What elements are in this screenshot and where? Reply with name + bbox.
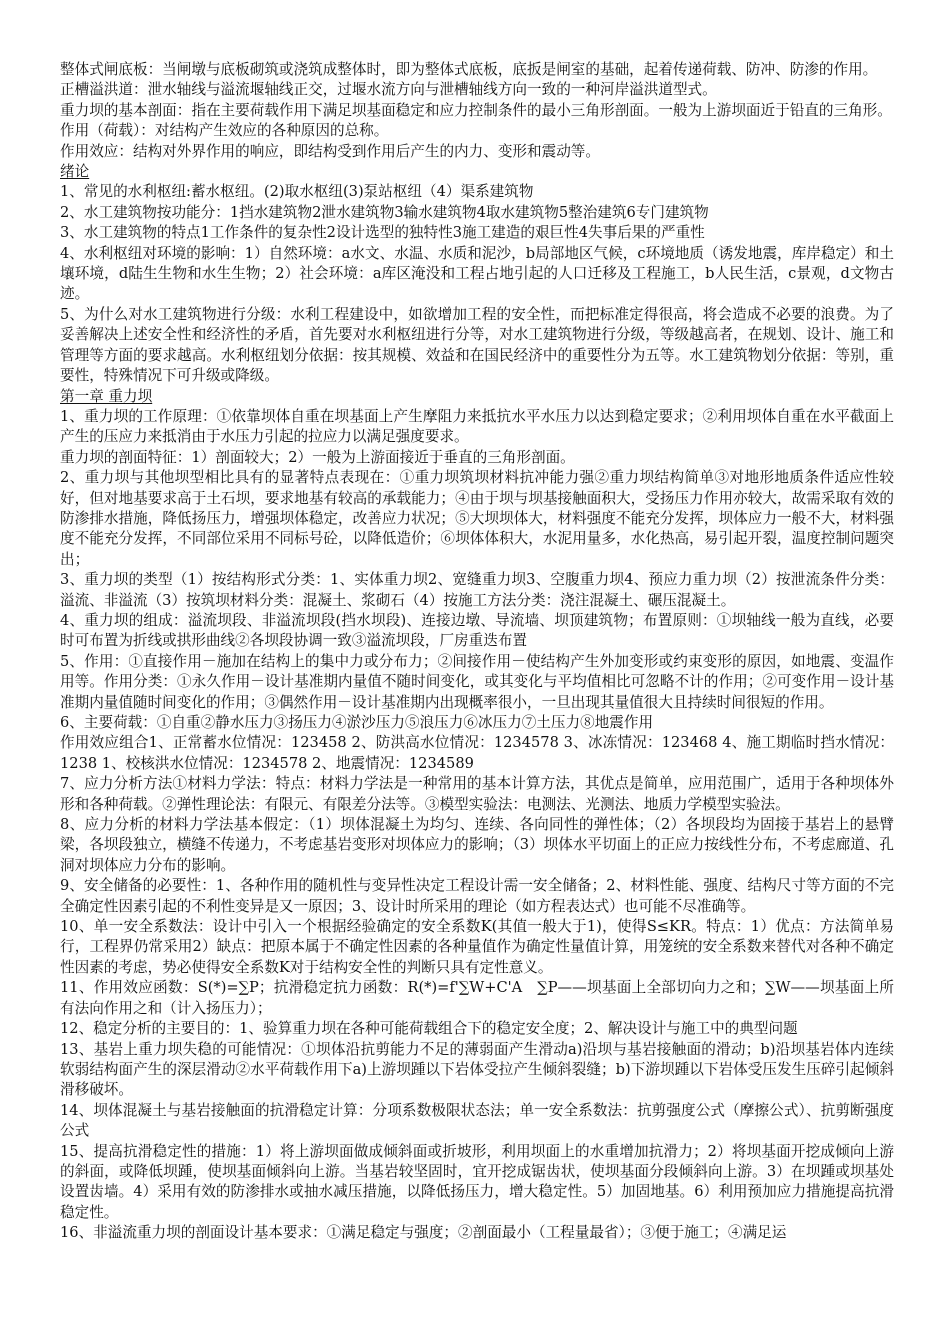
intro-item: 5、为什么对水工建筑物进行分级：水利工程建设中，如欲增加工程的安全性，而把标准定得很高，将会造成不必要的浪费。为了妥善解决上述安全性和经济性的矛盾，首先要对水利枢纽进行分等，对水工建筑物进行分级，等级越高者，在规划、设计、施工和管理等方面的要求越高。水利枢纽划分依据：按其规模、效益和在国民经济中的重要性分为五等。水工建筑物划分依据：等别，重要性，特殊情况下可升级或降级。 <box>60 305 894 385</box>
chapter1-item: 3、重力坝的类型（1）按结构形式分类：1、实体重力坝2、宽缝重力坝3、空腹重力坝4、预应力重力坝（2）按泄流条件分类：溢流、非溢流（3）按筑坝材料分类：混凝土、浆砌石（4）按施工方法分类：浇注混凝土、碾压混凝土。 <box>60 571 894 609</box>
document-page <box>60 60 894 1244</box>
chapter1-item: 7、应力分析方法①材料力学法：特点：材料力学法是一种常用的基本计算方法，其优点是简单，应用范围广，适用于各种坝体外形和各种荷载。②弹性理论法：有限元、有限差分法等。③模型实验法：电测法、光测法、地质力学模型实验法。 <box>60 775 894 813</box>
chapter1-item: 15、提高抗滑稳定性的措施：1）将上游坝面做成倾斜面或折坡形，利用坝面上的水重增加抗滑力；2）将坝基面开挖成倾向上游的斜面，或降低坝踵，使坝基面倾斜向上游。当基岩较坚固时，宜开挖成锯齿状，使坝基面分段倾斜向上游。3）在坝踵或坝基处设置齿墙。4）采用有效的防渗排水或抽水减压措施，以降低扬压力，增大稳定性。5）加固地基。6）利用预加应力措施提高抗滑稳定性。 <box>60 1142 894 1221</box>
intro-item: 4、水利枢纽对环境的影响：1）自然环境：a水文、水温、水质和泥沙，b局部地区气候，c环境地质（诱发地震，库岸稳定）和土壤环境，d陆生生物和水生生物；2）社会环境：a库区淹没和工程占地引起的人口迁移及工程施工，b人民生活，c景观，d文物古迹。 <box>60 244 894 303</box>
intro-item: 1、常见的水利枢纽:蓄水枢纽。(2)取水枢纽(3)泵站枢纽（4）渠系建筑物 <box>60 183 534 201</box>
chapter1-item: 8、应力分析的材料力学法基本假定：（1）坝体混凝土为均匀、连续、各向同性的弹性体；（2）各坝段均为固接于基岩上的悬臂梁，各坝段独立，横缝不传递力，不考虑基岩变形对坝体应力的影响；（3）坝体水平切面上的正应力按线性分布，不考虑廊道、孔洞对坝体应力分布的影响。 <box>60 816 894 874</box>
definition-paragraph: 整体式闸底板：当闸墩与底板砌筑或浇筑成整体时，即为整体式底板，底扳是闸室的基础，起着传递荷载、防冲、防渗的作用。 <box>60 61 878 78</box>
chapter1-item: 14、坝体混凝土与基岩接触面的抗滑稳定计算：分项系数极限状态法；单一安全系数法：抗剪强度公式（摩擦公式）、抗剪断强度公式 <box>60 1101 894 1140</box>
section-heading-intro: 绪论 <box>60 163 90 181</box>
chapter1-item: 11、作用效应函数：S(*)=∑P；抗滑稳定抗力函数：R(*)=f'∑W+C'A ∑P——坝基面上全部切向力之和；∑W——坝基面上所有法向作用之和（计入扬压力）； <box>60 979 894 1017</box>
definition-paragraph: 正槽溢洪道：泄水轴线与溢流堰轴线正交，过堰水流方向与泄槽轴线方向一致的一种河岸溢洪道型式。 <box>60 81 717 99</box>
chapter1-item: 9、安全储备的必要性：1、各种作用的随机性与变异性决定工程设计需一安全储备；2、材料性能、强度、结构尺寸等方面的不完全确定性因素引起的不利性变异是又一原因；3、设计时所采用的理论（如方程表达式）也可能不尽准确等。 <box>60 877 894 915</box>
chapter1-item: 作用效应组合1、正常蓄水位情况：123458 2、防洪高水位情况：1234578 3、冰冻情况：123468 4、施工期临时挡水情况：1238 1、校核洪水位情况：1234578 2、地震情况：1234589 <box>60 734 894 772</box>
chapter1-item: 1、重力坝的工作原理：①依靠坝体自重在坝基面上产生摩阻力来抵抗水平水压力以达到稳定要求；②利用坝体自重在水平截面上产生的压应力来抵消由于水压力引起的拉应力以满足强度要求。 <box>60 407 894 446</box>
chapter1-item: 5、作用：①直接作用－施加在结构上的集中力或分布力；②间接作用－使结构产生外加变形或约束变形的原因，如地震、变温作用等。作用分类：①永久作用－设计基准期内量值不随时间变化，或其变化与平均值相比可忽略不计的作用；②可变作用－设计基准期内量值随时间变化的作用；③偶然作用－设计基准期内出现概率很小，一旦出现其量值很大且持续时间很短的作用。 <box>60 652 894 711</box>
chapter1-item: 重力坝的剖面特征：1）剖面较大；2）一般为上游面接近于垂直的三角形剖面。 <box>60 448 575 466</box>
definition-paragraph: 作用效应：结构对外界作用的响应，即结构受到作用后产生的内力、变形和震动等。 <box>60 142 600 160</box>
chapter1-item: 16、非溢流重力坝的剖面设计基本要求：①满足稳定与强度；②剖面最小（工程量最省）；③便于施工；④满足运 <box>60 1224 787 1242</box>
definition-paragraph: 作用（荷载）：对结构产生效应的各种原因的总称。 <box>60 122 389 140</box>
chapter1-item: 10、单一安全系数法：设计中引入一个根据经验确定的安全系数K(其值一般大于1)，使得S≤KR。特点：1）优点：方法简单易行，工程界仍常采用2）缺点：把原本属于不确定性因素的各种量值作为确定性量值计算，用笼统的安全系数来替代对各种不确定性因素的考虑，势必使得安全系数K对于结构安全性的判断只具有定性意义。 <box>60 918 894 976</box>
chapter1-item: 2、重力坝与其他坝型相比具有的显著特点表现在：①重力坝筑坝材料抗冲能力强②重力坝结构简单③对地形地质条件适应性较好，但对地基要求高于土石坝，要求地基有较高的承载能力；④由于坝与坝基接触面积大，受扬压力作用亦较大，故需采取有效的防渗排水措施，降低扬压力，增强坝体稳定，改善应力状况；⑤大坝坝体大，材料强度不能充分发挥，坝体应力一般不大，材料强度不能充分发挥，不同部位采用不同标号砼，以降低造价；⑥坝体体积大，水泥用量多，水化热高，易引起开裂，温度控制问题突出； <box>60 469 894 568</box>
definition-paragraph: 重力坝的基本剖面：指在主要荷载作用下满足坝基面稳定和应力控制条件的最小三角形剖面。一般为上游坝面近于铅直的三角形。 <box>60 101 892 119</box>
section-heading-chapter1: 第一章 重力坝 <box>60 387 153 405</box>
chapter1-item: 13、基岩上重力坝失稳的可能情况：①坝体沿抗剪能力不足的薄弱面产生滑动a)沿坝与基岩接触面的滑动；b)沿坝基岩体内连续软弱结构面产生的深层滑动②水平荷载作用下a)上游坝踵以下岩体受拉产生倾斜裂缝；b)下游坝踵以下岩体受压发生压碎引起倾斜滑移破坏。 <box>60 1040 894 1099</box>
intro-item: 3、水工建筑物的特点1工作条件的复杂性2设计选型的独特性3施工建造的艰巨性4失事后果的严重性 <box>60 224 705 242</box>
chapter1-item: 12、稳定分析的主要目的：1、验算重力坝在各种可能荷载组合下的稳定安全度；2、解决设计与施工中的典型问题 <box>60 1020 798 1038</box>
chapter1-item: 6、主要荷载：①自重②静水压力③扬压力④淤沙压力⑤浪压力⑥冰压力⑦土压力⑧地震作用 <box>60 714 654 731</box>
intro-item: 2、水工建筑物按功能分：1挡水建筑物2泄水建筑物3输水建筑物4取水建筑物5整治建筑6专门建筑物 <box>60 203 709 221</box>
chapter1-item: 4、重力坝的组成：溢流坝段、非溢流坝段(挡水坝段)、连接边墩、导流墙、坝顶建筑物；布置原则：①坝轴线一般为直线，必要时可布置为折线或拱形曲线②各坝段协调一致③溢流坝段，厂房重迭布置 <box>60 611 894 650</box>
